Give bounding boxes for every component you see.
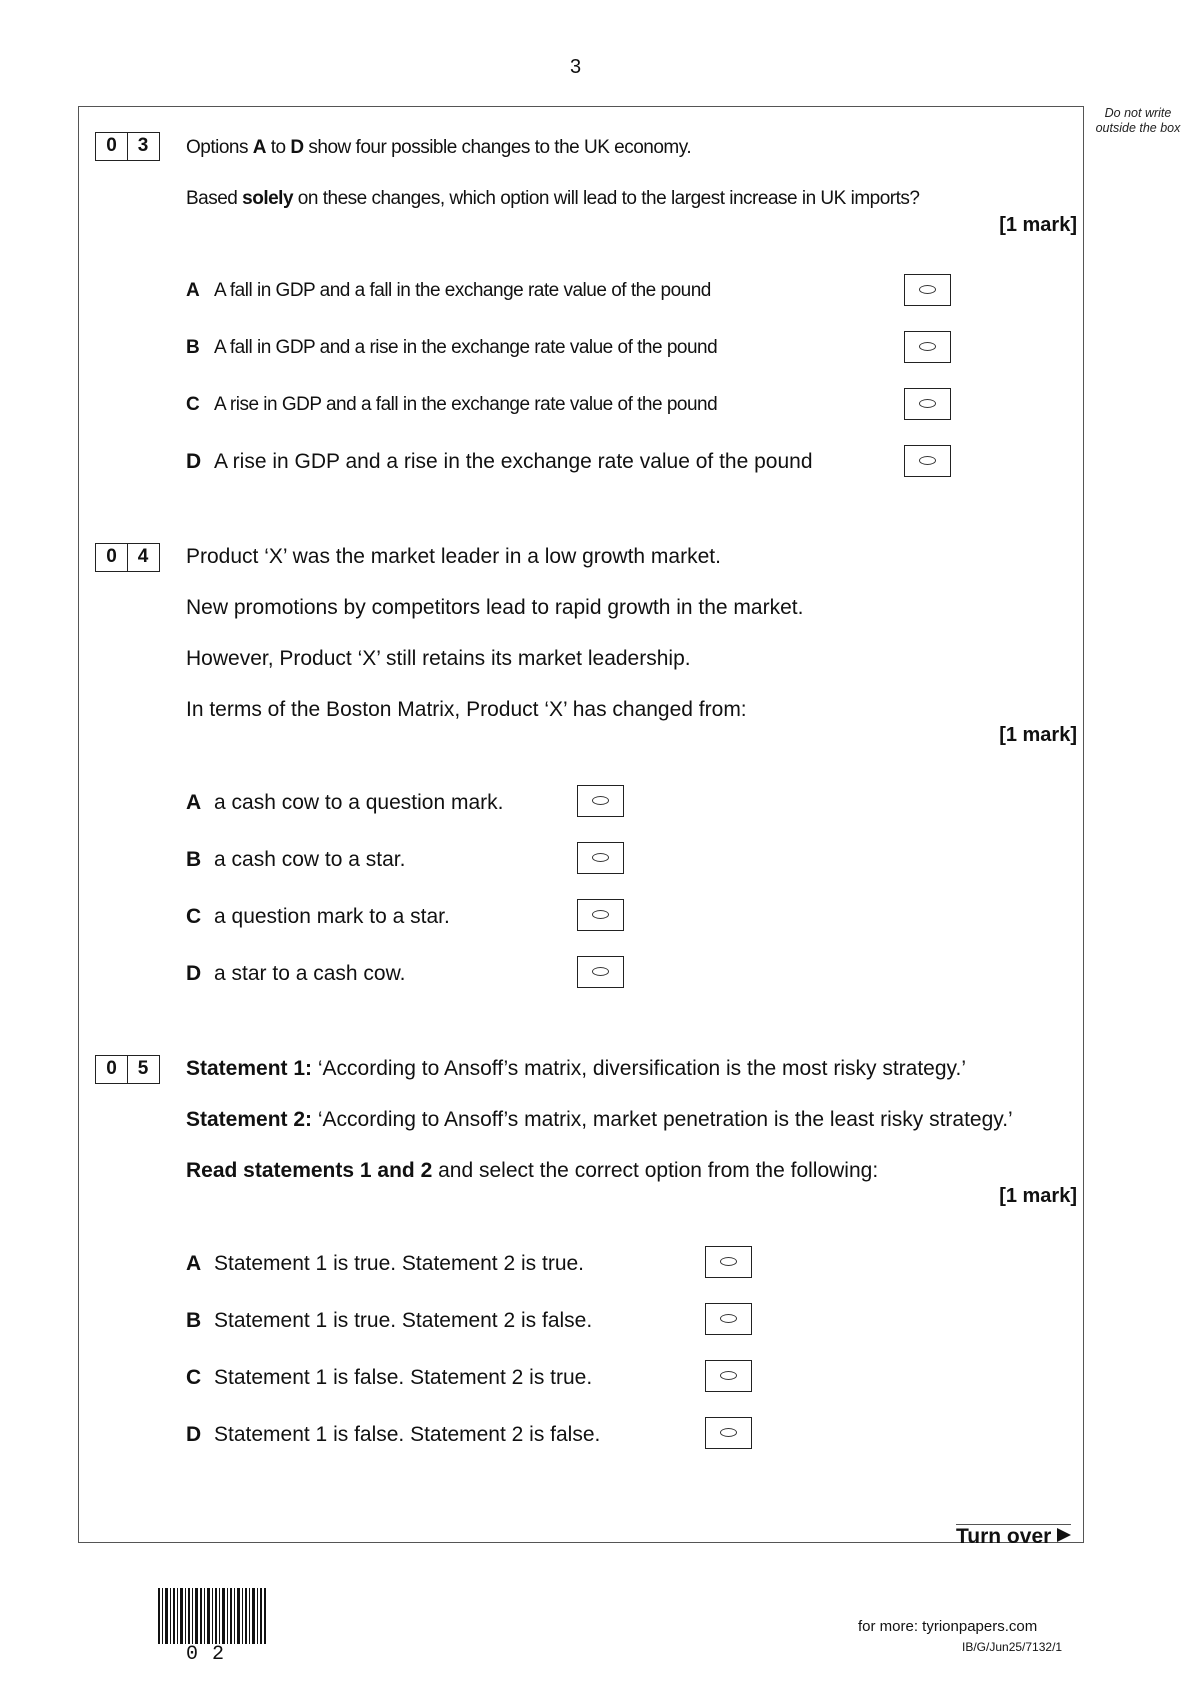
q03-question: Based solely on these changes, which option will lead to the largest increase in UK imports? xyxy=(186,188,920,209)
lozenge-icon xyxy=(592,967,609,976)
q03-marks: [1 mark] xyxy=(999,214,1077,236)
q05-option-b: B Statement 1 is true. Statement 2 is false. xyxy=(186,1309,593,1332)
q03-option-b: B A fall in GDP and a rise in the exchange rate value of the pound xyxy=(186,337,718,358)
q05-marks: [1 mark] xyxy=(999,1185,1077,1207)
margin-note: Do not write outside the box xyxy=(1095,106,1181,135)
q04-line-2: New promotions by competitors lead to rapid growth in the market. xyxy=(186,596,804,619)
q04-answer-box-c[interactable] xyxy=(577,899,624,931)
q04-answer-box-d[interactable] xyxy=(577,956,624,988)
q05-answer-box-c[interactable] xyxy=(705,1360,752,1392)
q05-option-a: A Statement 1 is true. Statement 2 is true. xyxy=(186,1252,585,1275)
lozenge-icon xyxy=(720,1428,737,1437)
footer-website: for more: tyrionpapers.com xyxy=(858,1618,1038,1635)
lozenge-icon xyxy=(919,342,936,351)
q04-answer-box-a[interactable] xyxy=(577,785,624,817)
turn-over xyxy=(956,1524,1071,1549)
q04-option-d: D a star to a cash cow. xyxy=(186,962,406,985)
question-digit: 0 xyxy=(95,1055,128,1084)
q03-answer-box-b[interactable] xyxy=(904,331,951,363)
lozenge-icon xyxy=(720,1314,737,1323)
page-number: 3 xyxy=(569,56,582,78)
question-number-04 xyxy=(95,543,160,572)
q04-answer-box-b[interactable] xyxy=(577,842,624,874)
question-digit: 5 xyxy=(127,1055,160,1084)
q03-option-d: D A rise in GDP and a rise in the exchange rate value of the pound xyxy=(186,450,813,473)
q05-instruction: Read statements 1 and 2 and select the correct option from the following: xyxy=(186,1159,879,1182)
question-digit: 4 xyxy=(127,543,160,572)
q05-answer-box-d[interactable] xyxy=(705,1417,752,1449)
question-number-03 xyxy=(95,132,160,161)
q04-option-a: A a cash cow to a question mark. xyxy=(186,791,504,814)
q05-statement-1: Statement 1: ‘According to Ansoff’s matrix, diversification is the most risky strategy.’ xyxy=(186,1057,966,1080)
lozenge-icon xyxy=(720,1371,737,1380)
q05-statement-2: Statement 2: ‘According to Ansoff’s matrix, market penetration is the least risky strategy.’ xyxy=(186,1108,1013,1131)
lozenge-icon xyxy=(592,910,609,919)
arrow-right-icon xyxy=(1057,1528,1071,1542)
lozenge-icon xyxy=(720,1257,737,1266)
q03-answer-box-a[interactable] xyxy=(904,274,951,306)
lozenge-icon xyxy=(919,399,936,408)
question-digit: 0 xyxy=(95,132,128,161)
q03-answer-box-d[interactable] xyxy=(904,445,951,477)
lozenge-icon xyxy=(592,853,609,862)
q04-option-c: C a question mark to a star. xyxy=(186,905,450,928)
question-number-05 xyxy=(95,1055,160,1084)
q04-marks: [1 mark] xyxy=(999,724,1077,746)
turn-over-label: Turn over xyxy=(956,1525,1052,1548)
q04-line-3: However, Product ‘X’ still retains its market leadership. xyxy=(186,647,691,670)
q05-answer-box-b[interactable] xyxy=(705,1303,752,1335)
q04-line-1: Product ‘X’ was the market leader in a low growth market. xyxy=(186,545,721,568)
q03-stem: Options A to D show four possible changes to the UK economy. xyxy=(186,137,692,158)
q03-option-a: A A fall in GDP and a fall in the exchange rate value of the pound xyxy=(186,280,711,301)
barcode-digits: 02 xyxy=(186,1643,239,1666)
q03-option-c: C A rise in GDP and a fall in the exchange rate value of the pound xyxy=(186,394,718,415)
q04-line-4: In terms of the Boston Matrix, Product ‘X’ has changed from: xyxy=(186,698,747,721)
lozenge-icon xyxy=(592,796,609,805)
q05-option-c: C Statement 1 is false. Statement 2 is true. xyxy=(186,1366,593,1389)
footer-paper-code: IB/G/Jun25/7132/1 xyxy=(962,1640,1063,1654)
q04-option-b: B a cash cow to a star. xyxy=(186,848,406,871)
q03-answer-box-c[interactable] xyxy=(904,388,951,420)
q05-answer-box-a[interactable] xyxy=(705,1246,752,1278)
lozenge-icon xyxy=(919,456,936,465)
q05-option-d: D Statement 1 is false. Statement 2 is false. xyxy=(186,1423,601,1446)
barcode-icon xyxy=(158,1588,268,1644)
lozenge-icon xyxy=(919,285,936,294)
question-digit: 0 xyxy=(95,543,128,572)
question-digit: 3 xyxy=(127,132,160,161)
